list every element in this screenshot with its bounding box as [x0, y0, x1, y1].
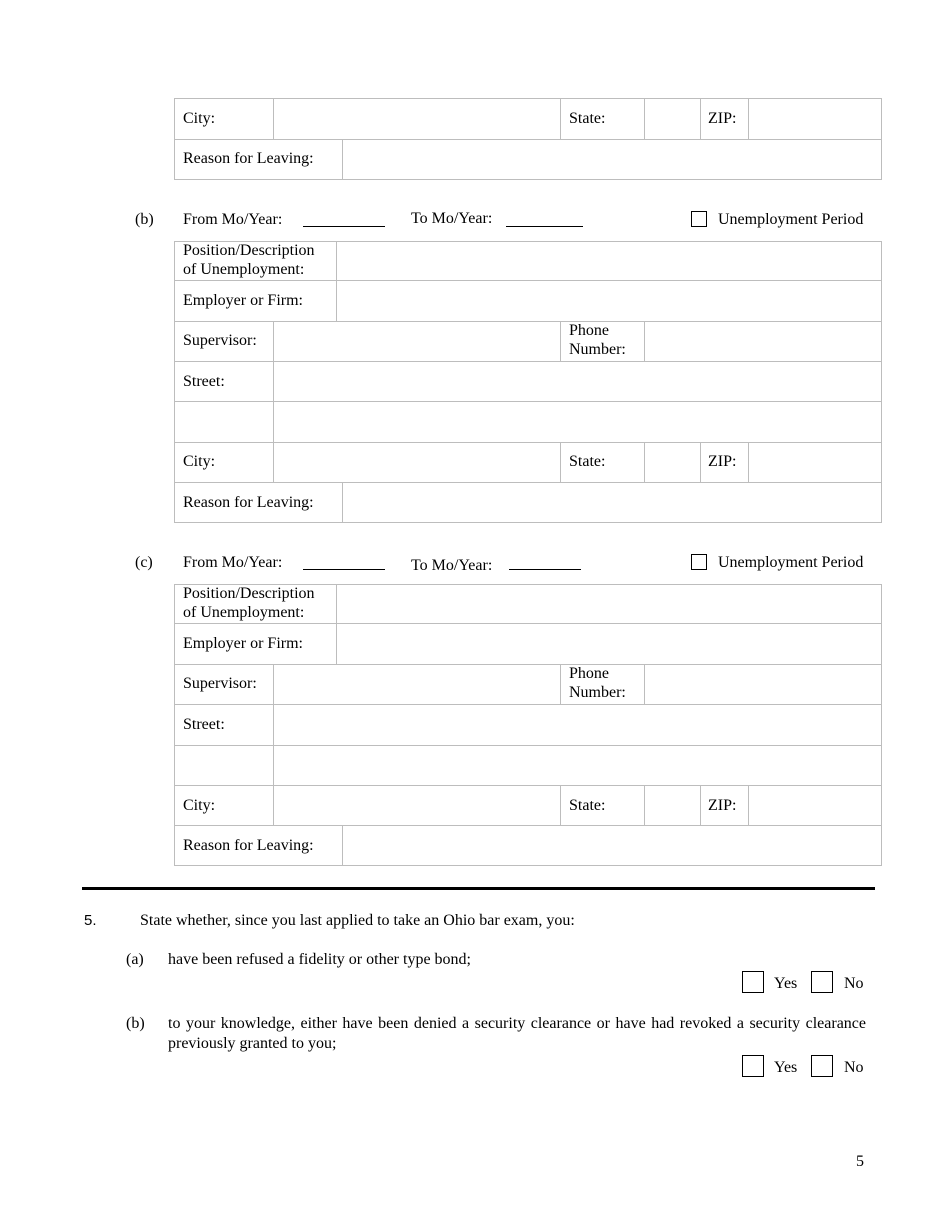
- phone-label: Phone: [569, 322, 609, 339]
- state-field[interactable]: [645, 786, 700, 825]
- question-intro: State whether, since you last applied to take an Ohio bar exam, you:: [140, 912, 575, 929]
- position-field[interactable]: [337, 242, 881, 280]
- employer-field[interactable]: [337, 281, 881, 321]
- employer-label: Employer or Firm:: [183, 292, 303, 309]
- to-label: To Mo/Year:: [411, 210, 493, 227]
- col-divider: [700, 785, 701, 825]
- phone-label: Phone: [569, 665, 609, 682]
- supervisor-field[interactable]: [274, 665, 560, 704]
- city-label: City:: [183, 453, 216, 470]
- col-divider: [560, 98, 561, 139]
- reason-label: Reason for Leaving:: [183, 150, 314, 167]
- street-label: Street:: [183, 373, 225, 390]
- city-label: City:: [183, 110, 216, 127]
- no-label: No: [844, 975, 864, 992]
- phone-label-line2: Number:: [569, 684, 626, 701]
- street-field-line2[interactable]: [274, 746, 881, 785]
- supervisor-label: Supervisor:: [183, 332, 257, 349]
- position-label-line2: of Unemployment:: [183, 261, 305, 278]
- page-number: 5: [856, 1153, 864, 1170]
- employer-field[interactable]: [337, 624, 881, 664]
- state-label: State:: [569, 797, 606, 814]
- position-label: Position/Description: [183, 585, 315, 602]
- supervisor-field[interactable]: [274, 322, 560, 361]
- question-number: 5.: [84, 912, 97, 929]
- yes-checkbox[interactable]: [742, 971, 764, 993]
- col-divider: [700, 98, 701, 139]
- unemployment-label: Unemployment Period: [718, 211, 864, 228]
- section-divider: [82, 887, 875, 890]
- to-date-field[interactable]: [509, 569, 581, 570]
- to-date-field[interactable]: [506, 226, 583, 227]
- zip-label: ZIP:: [708, 453, 737, 470]
- state-field[interactable]: [645, 443, 700, 482]
- zip-field[interactable]: [749, 99, 881, 139]
- col-divider: [560, 664, 561, 704]
- from-label: From Mo/Year:: [183, 554, 283, 571]
- reason-field[interactable]: [343, 483, 881, 522]
- col-divider: [700, 442, 701, 482]
- entry-marker: (c): [135, 554, 153, 571]
- col-divider: [560, 442, 561, 482]
- no-checkbox[interactable]: [811, 971, 833, 993]
- city-field[interactable]: [274, 786, 560, 825]
- yes-checkbox[interactable]: [742, 1055, 764, 1077]
- position-label: Position/Description: [183, 242, 315, 259]
- state-label: State:: [569, 110, 606, 127]
- street-field[interactable]: [274, 362, 881, 401]
- reason-field[interactable]: [343, 826, 881, 865]
- city-field[interactable]: [274, 99, 560, 139]
- item-text-b: to your knowledge, either have been denied a security clearance or have had revoked a security clearance previously granted to you;: [168, 1015, 866, 1052]
- zip-label: ZIP:: [708, 110, 737, 127]
- zip-label: ZIP:: [708, 797, 737, 814]
- zip-field[interactable]: [749, 443, 881, 482]
- from-label: From Mo/Year:: [183, 211, 283, 228]
- yes-label: Yes: [774, 1059, 798, 1076]
- reason-label: Reason for Leaving:: [183, 837, 314, 854]
- phone-label-line2: Number:: [569, 341, 626, 358]
- street-label: Street:: [183, 716, 225, 733]
- item-marker-a: (a): [126, 951, 144, 968]
- from-date-field[interactable]: [303, 569, 385, 570]
- phone-field[interactable]: [645, 322, 881, 361]
- reason-label: Reason for Leaving:: [183, 494, 314, 511]
- position-field[interactable]: [337, 585, 881, 623]
- no-label: No: [844, 1059, 864, 1076]
- yes-label: Yes: [774, 975, 798, 992]
- position-label-line2: of Unemployment:: [183, 604, 305, 621]
- unemployment-checkbox[interactable]: [691, 211, 707, 227]
- supervisor-label: Supervisor:: [183, 675, 257, 692]
- city-field[interactable]: [274, 443, 560, 482]
- reason-field[interactable]: [343, 140, 881, 179]
- item-marker-b: (b): [126, 1015, 145, 1032]
- street-field[interactable]: [274, 705, 881, 745]
- col-divider: [560, 321, 561, 361]
- state-label: State:: [569, 453, 606, 470]
- street-field-line2[interactable]: [274, 402, 881, 442]
- unemployment-checkbox[interactable]: [691, 554, 707, 570]
- from-date-field[interactable]: [303, 226, 385, 227]
- city-label: City:: [183, 797, 216, 814]
- col-divider: [560, 785, 561, 825]
- zip-field[interactable]: [749, 786, 881, 825]
- item-text-a: have been refused a fidelity or other type bond;: [168, 951, 471, 968]
- unemployment-label: Unemployment Period: [718, 554, 864, 571]
- to-label: To Mo/Year:: [411, 557, 493, 574]
- state-field[interactable]: [645, 99, 700, 139]
- entry-marker: (b): [135, 211, 154, 228]
- no-checkbox[interactable]: [811, 1055, 833, 1077]
- employer-label: Employer or Firm:: [183, 635, 303, 652]
- phone-field[interactable]: [645, 665, 881, 704]
